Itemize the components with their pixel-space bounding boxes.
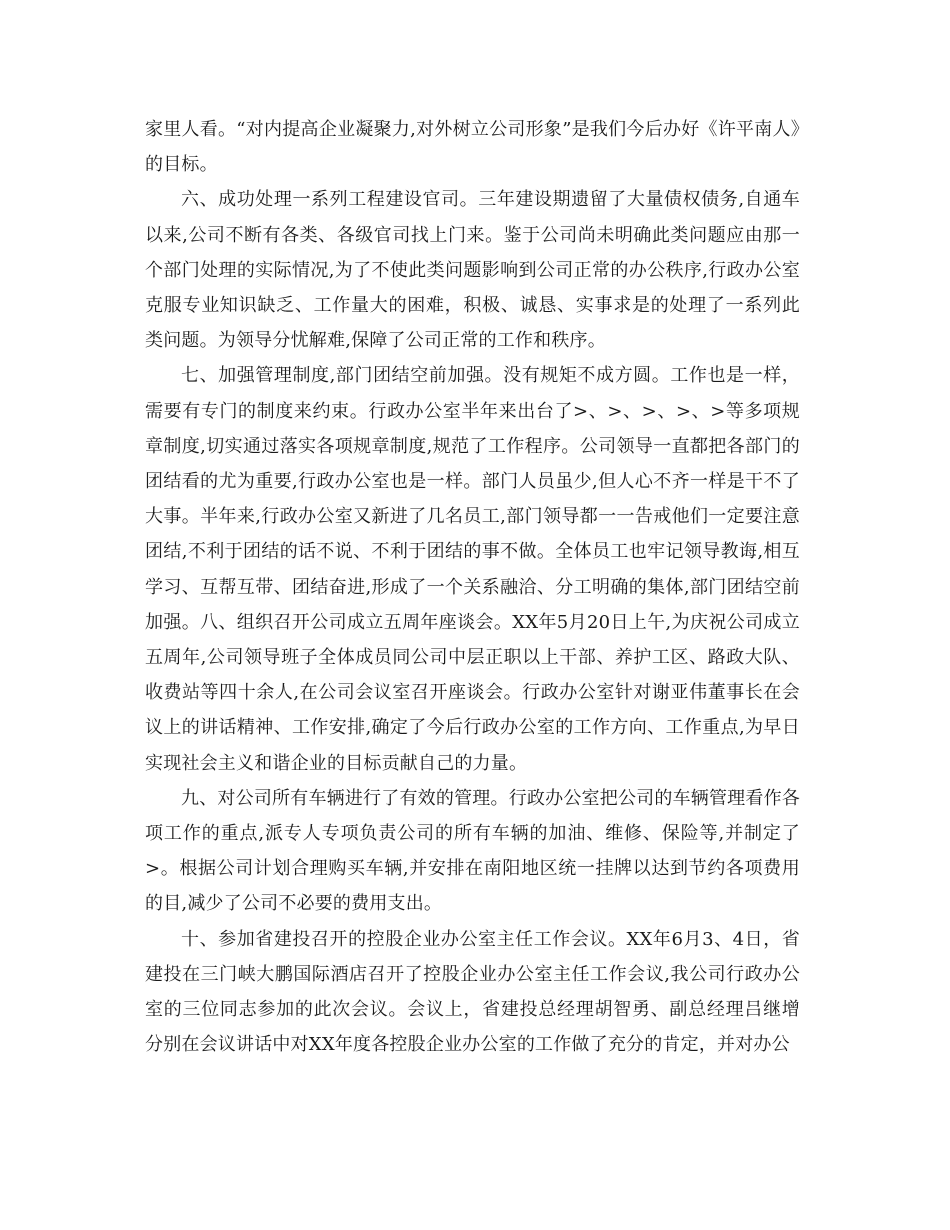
paragraph-continuation: 家里人看。“对内提高企业凝聚力,对外树立公司形象”是我们今后办好《许平南人》的目标。 [145,119,800,176]
paragraph-item-10: 十、参加省建投召开的控股企业办公室主任工作会议。XX年6月3、4日，省建投在三门峡大鹏国际酒店召开了控股企业办公室主任工作会议,我公司行政办公室的三位同志参加的此次会议。会议上，省建投总经理胡智勇、副总经理吕继增分别在会议讲话中对XX年度各控股企业办公室的工作做了充分的肯定，并对办公 [145,928,800,1056]
document-body [145,112,800,1062]
paragraph-item-6: 六、成功处理一系列工程建设官司。三年建设期遗留了大量债权债务,自通车以来,公司不断有各类、各级官司找上门来。鉴于公司尚未明确此类问题应由那一个部门处理的实际情况,为了不使此类问题影响到公司正常的办公秩序,行政办公室克服专业知识缺乏、工作量大的困难，积极、诚恳、实事求是的处理了一系列此类问题。为领导分忧解难,保障了公司正常的工作和秩序。 [145,189,800,352]
paragraph-item-9: 九、对公司所有车辆进行了有效的管理。行政办公室把公司的车辆管理看作各项工作的重点,派专人专项负责公司的所有车辆的加油、维修、保险等,并制定了>。根据公司计划合理购买车辆,并安排在南阳地区统一挂牌以达到节约各项费用的目,减少了公司不必要的费用支出。 [145,787,800,915]
paragraph-item-7-8: 七、加强管理制度,部门团结空前加强。没有规矩不成方圆。工作也是一样，需要有专门的制度来约束。行政办公室半年来出台了>、>、>、>、>等多项规章制度,切实通过落实各项规章制度,规范了工作程序。公司领导一直都把各部门的团结看的尤为重要,行政办公室也是一样。部门人员虽少,但人心不齐一样是干不了大事。半年来,行政办公室又新进了几名员工,部门领导都一一告戒他们一定要注意团结,不利于团结的话不说、不利于团结的事不做。全体员工也牢记领导教诲,相互学习、互帮互带、团结奋进,形成了一个关系融洽、分工明确的集体,部门团结空前加强。八、组织召开公司成立五周年座谈会。XX年5月20日上午,为庆祝公司成立五周年,公司领导班子全体成员同公司中层正职以上干部、养护工区、路政大队、收费站等四十余人,在公司会议室召开座谈会。行政办公室针对谢亚伟董事长在会议上的讲话精神、工作安排,确定了今后行政办公室的工作方向、工作重点,为早日实现社会主义和谐企业的目标贡献自己的力量。 [145,365,800,774]
